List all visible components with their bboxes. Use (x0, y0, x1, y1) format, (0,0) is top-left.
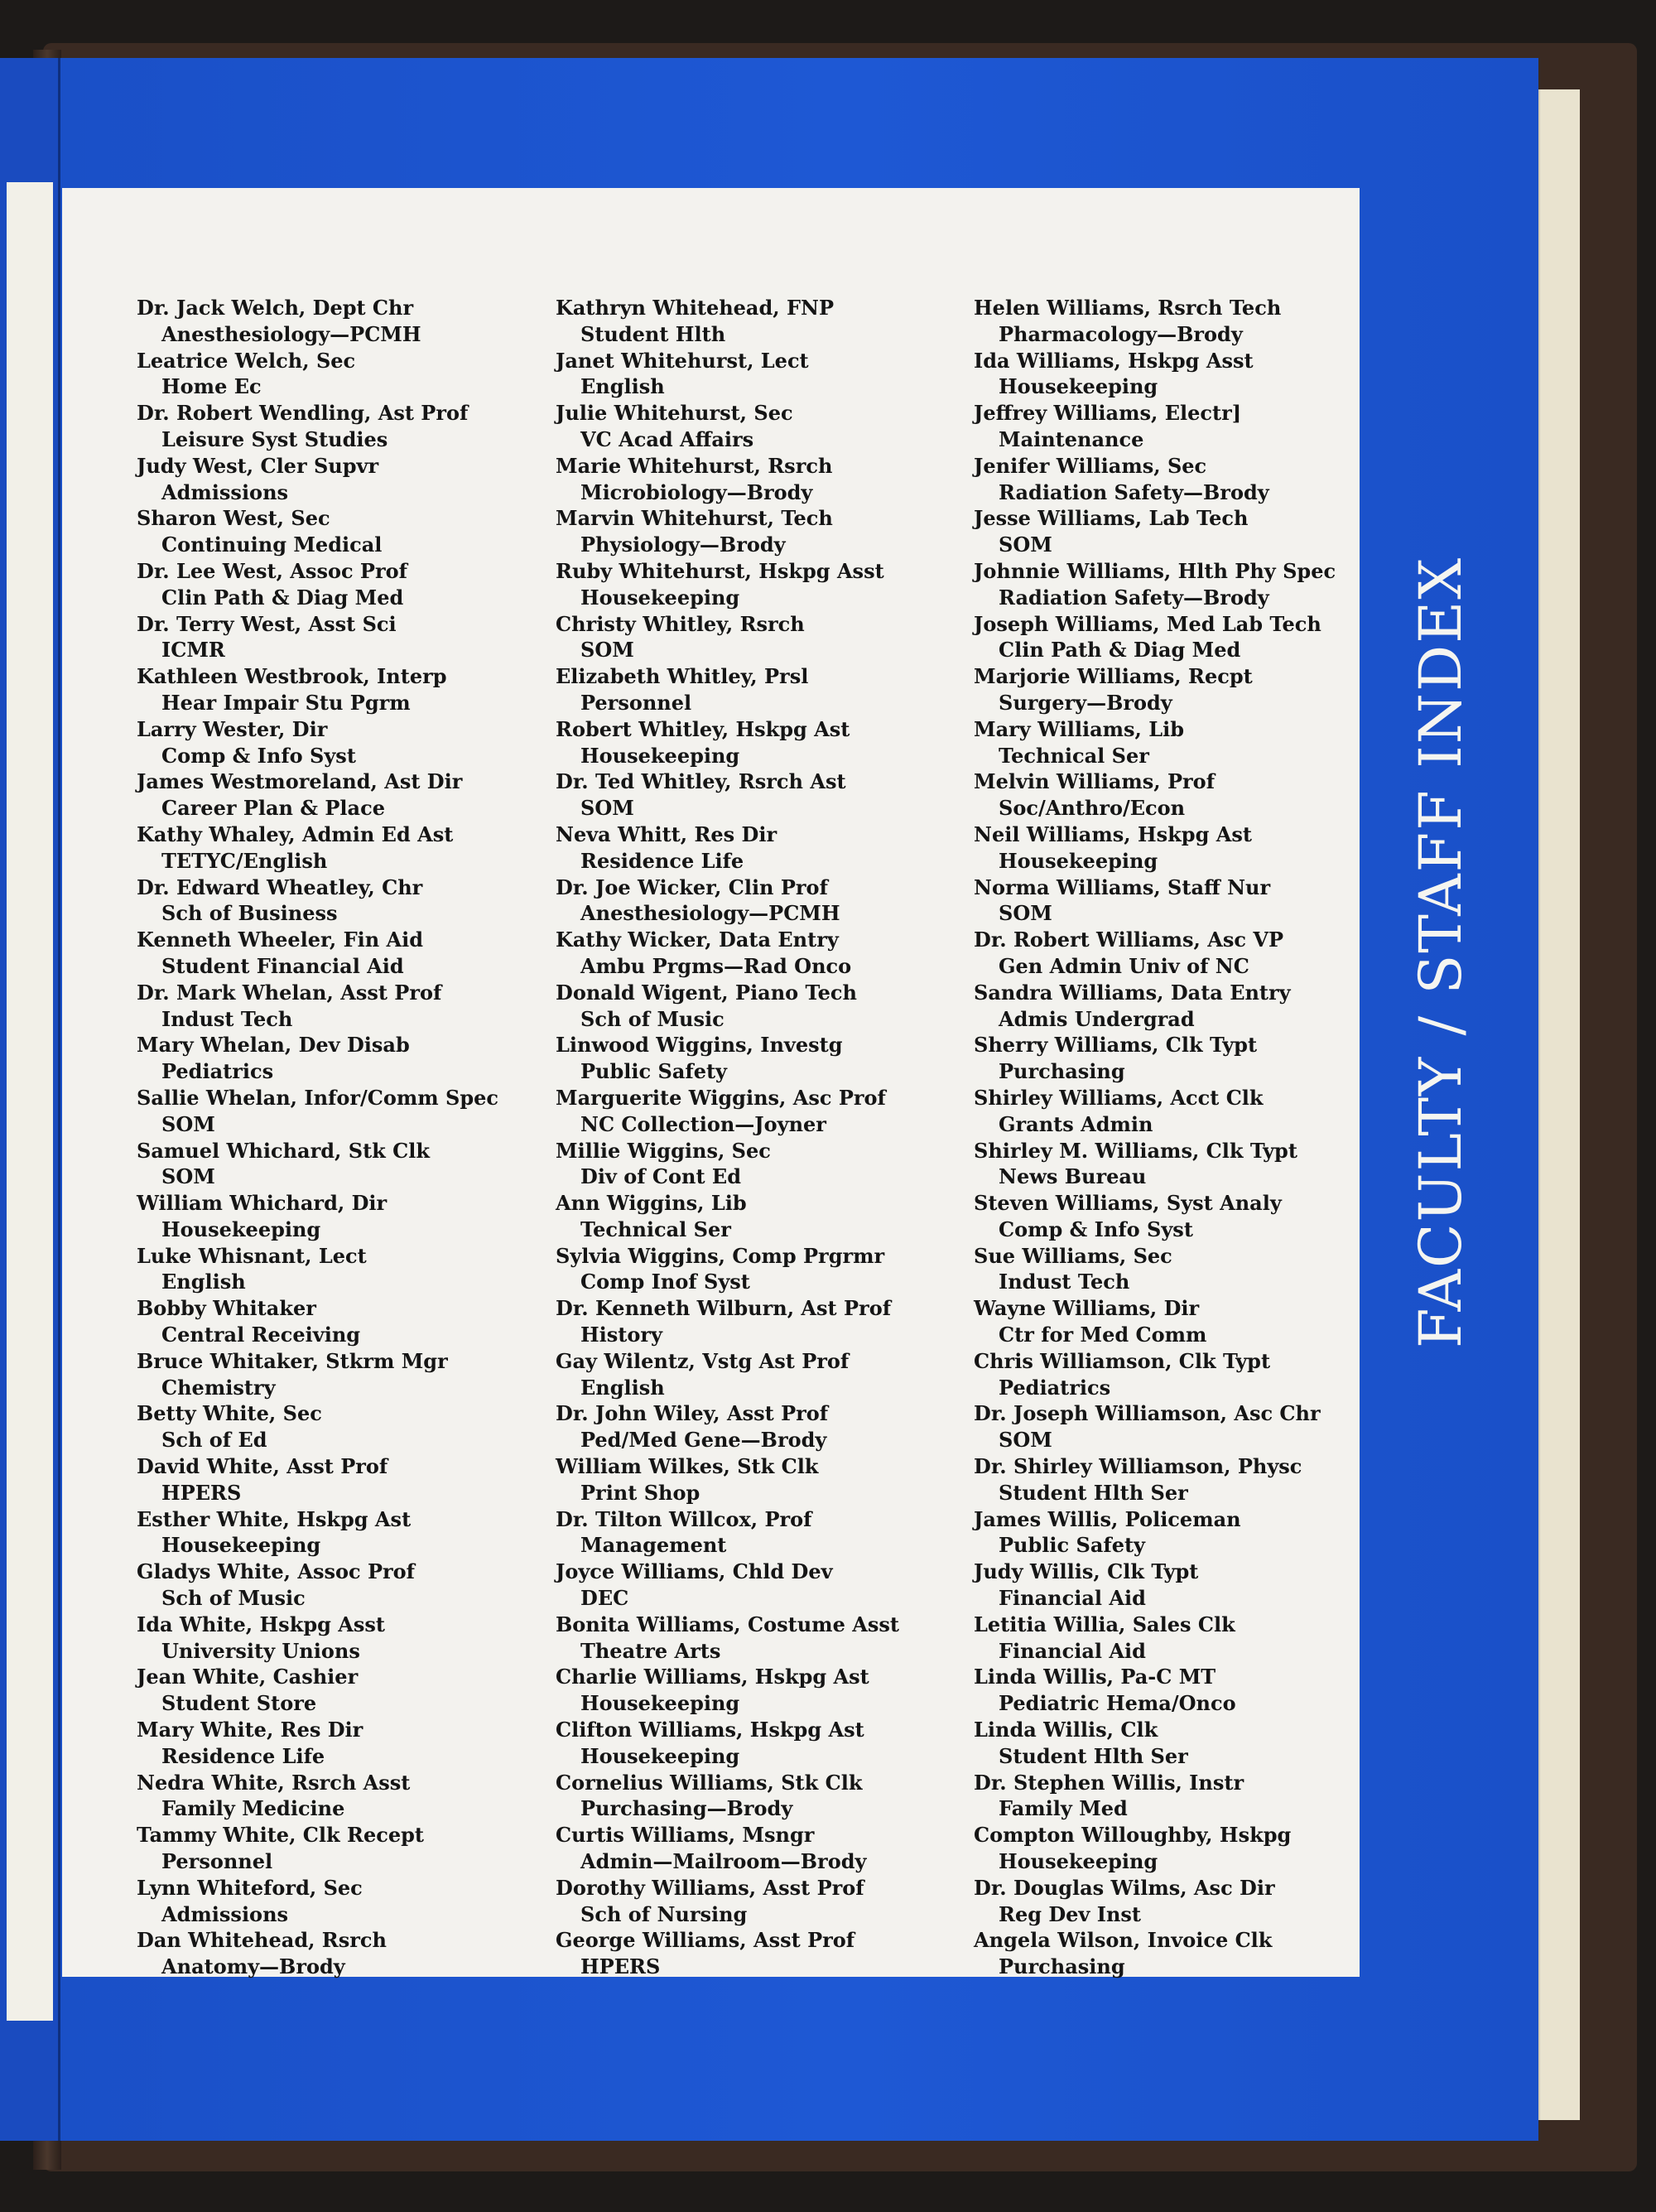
index-entry (556, 1190, 945, 1243)
index-entry (137, 1664, 526, 1717)
entry-department: Sch of Music (580, 1006, 724, 1031)
entry-name-title: Elizabeth Whitley, Prsl (556, 664, 809, 689)
entry-name-title: Judy West, Cler Supvr (137, 453, 379, 478)
entry-name-title: Millie Wiggins, Sec (556, 1138, 771, 1163)
entry-name-title: Marguerite Wiggins, Asc Prof (556, 1085, 886, 1110)
entry-name-title: Julie Whitehurst, Sec (556, 401, 793, 426)
entry-department: SOM (999, 901, 1052, 926)
section-title-faculty-staff-index: FACULTY / STAFF INDEX (1407, 556, 1475, 1349)
entry-department: Student Hlth (580, 321, 726, 346)
entry-name-title: Ida White, Hskpg Asst (137, 1612, 385, 1636)
index-entry (974, 875, 1363, 928)
entry-name-title: Neva Whitt, Res Dir (556, 822, 777, 846)
entry-department: Housekeeping (161, 1217, 321, 1241)
entry-department: Admis Undergrad (999, 1006, 1195, 1031)
entry-name-title: Dr. John Wiley, Asst Prof (556, 1401, 829, 1426)
entry-department: Residence Life (161, 1743, 325, 1768)
entry-department: Radiation Safety—Brody (999, 480, 1269, 504)
entry-name-title: Kenneth Wheeler, Fin Aid (137, 928, 424, 952)
entry-department: Public Safety (580, 1059, 727, 1084)
entry-department: Housekeeping (161, 1533, 321, 1558)
index-entry (974, 505, 1363, 558)
entry-name-title: Joyce Williams, Chld Dev (556, 1559, 833, 1584)
entry-department: Sch of Music (161, 1586, 306, 1611)
index-entry (974, 1295, 1363, 1348)
index-entry (974, 558, 1363, 611)
index-entry (556, 1664, 945, 1717)
entry-department: SOM (580, 638, 634, 663)
entry-name-title: Dr. Tilton Willcox, Prof (556, 1506, 812, 1531)
index-entry (556, 1348, 945, 1401)
index-entry (556, 558, 945, 611)
index-entry (137, 769, 526, 822)
entry-department: ICMR (161, 638, 225, 663)
entry-department: Technical Ser (999, 743, 1149, 768)
entry-department: Physiology—Brody (580, 533, 786, 557)
index-entry (974, 663, 1363, 716)
index-entry (974, 1032, 1363, 1085)
index-entry (137, 1717, 526, 1770)
entry-name-title: James Willis, Policeman (974, 1506, 1241, 1531)
entry-department: Reg Dev Inst (999, 1901, 1142, 1926)
index-column-2 (556, 295, 945, 1980)
index-entry (137, 1453, 526, 1506)
entry-name-title: Lynn Whiteford, Sec (137, 1875, 363, 1900)
entry-department: Housekeeping (999, 848, 1158, 873)
entry-name-title: Dr. Shirley Williamson, Physc (974, 1454, 1302, 1479)
entry-department: Chemistry (161, 1375, 276, 1400)
entry-name-title: Bobby Whitaker (137, 1296, 316, 1321)
index-entry (137, 611, 526, 664)
entry-department: Family Medicine (161, 1796, 345, 1821)
entry-name-title: Jesse Williams, Lab Tech (974, 506, 1249, 531)
index-entry (556, 1295, 945, 1348)
entry-department: Purchasing—Brody (580, 1796, 793, 1821)
previous-page-edge (0, 58, 60, 2141)
entry-department: Central Receiving (161, 1323, 361, 1347)
entry-department: Career Plan & Place (161, 796, 385, 821)
entry-department: Leisure Syst Studies (161, 426, 388, 451)
index-entry (137, 1348, 526, 1401)
index-entry (137, 1138, 526, 1191)
index-entry (556, 1138, 945, 1191)
entry-name-title: Johnnie Williams, Hlth Phy Spec (974, 558, 1336, 583)
entry-department: English (580, 1375, 665, 1400)
index-entry (556, 505, 945, 558)
page-stack-edge (1538, 89, 1580, 2120)
entry-department: Housekeeping (580, 585, 740, 610)
entry-department: SOM (999, 533, 1052, 557)
entry-department: Technical Ser (580, 1217, 731, 1241)
index-entry (974, 1927, 1363, 1980)
index-entry (974, 1243, 1363, 1296)
entry-name-title: Letitia Willia, Sales Clk (974, 1612, 1235, 1636)
entry-name-title: Mary Williams, Lib (974, 716, 1185, 741)
entry-department: SOM (999, 1428, 1052, 1453)
entry-department: SOM (580, 796, 634, 821)
index-entry (137, 558, 526, 611)
entry-department: Pharmacology—Brody (999, 321, 1243, 346)
entry-department: Comp Inof Syst (580, 1270, 750, 1294)
entry-name-title: Dr. Lee West, Assoc Prof (137, 558, 407, 583)
entry-department: News Bureau (999, 1164, 1147, 1189)
entry-department: VC Acad Affairs (580, 426, 754, 451)
index-entry (556, 1400, 945, 1453)
index-entry (137, 663, 526, 716)
entry-name-title: Bonita Williams, Costume Asst (556, 1612, 899, 1636)
entry-department: Housekeeping (999, 374, 1158, 399)
entry-department: HPERS (161, 1480, 242, 1505)
entry-name-title: Dr. Joseph Williamson, Asc Chr (974, 1401, 1321, 1426)
entry-department: TETYC/English (161, 848, 328, 873)
entry-name-title: Dan Whitehead, Rsrch (137, 1928, 387, 1953)
entry-name-title: Cornelius Williams, Stk Clk (556, 1770, 863, 1795)
entry-department: Student Store (161, 1691, 317, 1716)
index-entry (974, 1348, 1363, 1401)
entry-name-title: Esther White, Hskpg Ast (137, 1506, 412, 1531)
index-entry (137, 453, 526, 506)
entry-name-title: Linwood Wiggins, Investg (556, 1033, 843, 1058)
entry-department: Anesthesiology—PCMH (580, 901, 840, 926)
entry-department: Pediatrics (999, 1375, 1111, 1400)
index-entry (137, 1400, 526, 1453)
index-entry (556, 1770, 945, 1823)
entry-name-title: Nedra White, Rsrch Asst (137, 1770, 411, 1795)
index-entry (556, 1612, 945, 1665)
index-entry (137, 822, 526, 875)
entry-name-title: Christy Whitley, Rsrch (556, 611, 805, 636)
entry-department: Personnel (161, 1849, 273, 1874)
entry-name-title: Helen Williams, Rsrch Tech (974, 296, 1282, 320)
index-entry (556, 1822, 945, 1875)
entry-name-title: Jean White, Cashier (137, 1665, 359, 1689)
entry-department: Anatomy—Brody (161, 1954, 345, 1979)
index-entry (974, 1085, 1363, 1138)
entry-name-title: Larry Wester, Dir (137, 716, 328, 741)
index-entry (556, 1506, 945, 1559)
index-column-1 (137, 295, 526, 1980)
entry-department: Ped/Med Gene—Brody (580, 1428, 827, 1453)
entry-department: SOM (161, 1164, 215, 1189)
index-entry (974, 822, 1363, 875)
index-column-3 (974, 295, 1363, 1980)
entry-department: Purchasing (999, 1059, 1125, 1084)
entry-name-title: Donald Wigent, Piano Tech (556, 980, 857, 1005)
index-entry (974, 1717, 1363, 1770)
entry-department: Clin Path & Diag Med (161, 585, 404, 610)
index-entry (137, 1032, 526, 1085)
index-entry (974, 1612, 1363, 1665)
entry-name-title: Kathryn Whitehead, FNP (556, 296, 834, 320)
entry-name-title: Dr. Ted Whitley, Rsrch Ast (556, 769, 846, 794)
index-entry (974, 1664, 1363, 1717)
index-entry (556, 1717, 945, 1770)
entry-name-title: Ida Williams, Hskpg Asst (974, 348, 1254, 373)
entry-department: Home Ec (161, 374, 262, 399)
index-entry (137, 348, 526, 401)
entry-name-title: Gladys White, Assoc Prof (137, 1559, 415, 1584)
index-entry (974, 1138, 1363, 1191)
entry-name-title: Curtis Williams, Msngr (556, 1823, 815, 1848)
entry-department: Comp & Info Syst (999, 1217, 1193, 1241)
entry-department: Housekeeping (580, 1743, 740, 1768)
entry-department: Student Financial Aid (161, 953, 404, 978)
entry-name-title: Tammy White, Clk Recept (137, 1823, 424, 1848)
index-entry (137, 1822, 526, 1875)
entry-name-title: Angela Wilson, Invoice Clk (974, 1928, 1273, 1953)
index-entry (137, 980, 526, 1033)
entry-department: Indust Tech (161, 1006, 293, 1031)
entry-department: English (580, 374, 665, 399)
entry-name-title: Dr. Robert Wendling, Ast Prof (137, 401, 469, 426)
entry-name-title: Neil Williams, Hskpg Ast (974, 822, 1252, 846)
entry-name-title: Betty White, Sec (137, 1401, 322, 1426)
index-entry (556, 980, 945, 1033)
entry-department: Student Hlth Ser (999, 1480, 1188, 1505)
entry-name-title: Kathy Wicker, Data Entry (556, 928, 839, 952)
entry-department: Family Med (999, 1796, 1128, 1821)
entry-name-title: William Wilkes, Stk Clk (556, 1454, 819, 1479)
index-entry (137, 1559, 526, 1612)
entry-department: Admissions (161, 1901, 289, 1926)
index-entry (137, 1875, 526, 1928)
entry-name-title: Clifton Williams, Hskpg Ast (556, 1718, 864, 1742)
entry-name-title: Sue Williams, Sec (974, 1243, 1172, 1268)
entry-department: Personnel (580, 690, 692, 715)
entry-department: Pediatric Hema/Onco (999, 1691, 1236, 1716)
entry-department: SOM (161, 1111, 215, 1136)
index-entry (137, 1295, 526, 1348)
entry-department: DEC (580, 1586, 629, 1611)
entry-name-title: Shirley Williams, Acct Clk (974, 1085, 1264, 1110)
entry-department: Student Hlth Ser (999, 1743, 1188, 1768)
entry-name-title: George Williams, Asst Prof (556, 1928, 855, 1953)
index-entry (556, 1875, 945, 1928)
index-entry (974, 1400, 1363, 1453)
index-entry (974, 295, 1363, 348)
entry-department: Continuing Medical (161, 533, 383, 557)
entry-name-title: Compton Willoughby, Hskpg (974, 1823, 1292, 1848)
entry-department: Microbiology—Brody (580, 480, 813, 504)
entry-department: Gen Admin Univ of NC (999, 953, 1249, 978)
entry-name-title: Luke Whisnant, Lect (137, 1243, 367, 1268)
index-entry (556, 822, 945, 875)
entry-department: Admissions (161, 480, 289, 504)
entry-department: Sch of Nursing (580, 1901, 748, 1926)
yearbook-page (0, 58, 1538, 2141)
entry-department: Hear Impair Stu Pgrm (161, 690, 411, 715)
entry-name-title: Jenifer Williams, Sec (974, 453, 1207, 478)
entry-name-title: Leatrice Welch, Sec (137, 348, 356, 373)
entry-name-title: William Whichard, Dir (137, 1191, 388, 1216)
entry-department: Theatre Arts (580, 1638, 721, 1663)
index-entry (556, 1453, 945, 1506)
index-entry (137, 1243, 526, 1296)
entry-name-title: David White, Asst Prof (137, 1454, 388, 1479)
index-entry (556, 611, 945, 664)
entry-name-title: Marie Whitehurst, Rsrch (556, 453, 833, 478)
index-entry (974, 980, 1363, 1033)
entry-department: Grants Admin (999, 1111, 1153, 1136)
index-entry (137, 875, 526, 928)
entry-name-title: Dr. Jack Welch, Dept Chr (137, 296, 414, 320)
entry-department: Comp & Info Syst (161, 743, 356, 768)
entry-department: History (580, 1323, 662, 1347)
entry-name-title: Sallie Whelan, Infor/Comm Spec (137, 1085, 499, 1110)
index-entry (137, 1927, 526, 1980)
entry-department: Ambu Prgms—Rad Onco (580, 953, 852, 978)
entry-name-title: Dr. Robert Williams, Asc VP (974, 928, 1283, 952)
entry-department: Pediatrics (161, 1059, 274, 1084)
entry-name-title: Linda Willis, Pa-C MT (974, 1665, 1216, 1689)
previous-page-text-sliver (7, 182, 53, 2021)
index-entry (974, 716, 1363, 769)
entry-name-title: Samuel Whichard, Stk Clk (137, 1138, 430, 1163)
index-entry (137, 505, 526, 558)
entry-department: Soc/Anthro/Econ (999, 796, 1186, 821)
entry-name-title: Sylvia Wiggins, Comp Prgrmr (556, 1243, 885, 1268)
entry-name-title: Shirley M. Williams, Clk Typt (974, 1138, 1297, 1163)
entry-name-title: Dr. Douglas Wilms, Asc Dir (974, 1875, 1275, 1900)
entry-name-title: Dr. Kenneth Wilburn, Ast Prof (556, 1296, 892, 1321)
entry-name-title: Judy Willis, Clk Typt (974, 1559, 1199, 1584)
entry-department: Print Shop (580, 1480, 700, 1505)
index-entry (974, 1190, 1363, 1243)
index-entry (974, 453, 1363, 506)
entry-name-title: Dorothy Williams, Asst Prof (556, 1875, 864, 1900)
index-entry (974, 348, 1363, 401)
entry-department: Housekeeping (580, 1691, 740, 1716)
entry-name-title: Dr. Joe Wicker, Clin Prof (556, 875, 828, 899)
index-entry (974, 611, 1363, 664)
entry-department: Anesthesiology—PCMH (161, 321, 421, 346)
entry-department: Housekeeping (580, 743, 740, 768)
index-entry (974, 769, 1363, 822)
entry-name-title: Kathleen Westbrook, Interp (137, 664, 447, 689)
entry-name-title: Jeffrey Williams, Electr] (974, 401, 1242, 426)
index-entry (556, 453, 945, 506)
index-entry (137, 1506, 526, 1559)
entry-department: English (161, 1270, 246, 1294)
index-entry (556, 663, 945, 716)
entry-name-title: Mary White, Res Dir (137, 1718, 363, 1742)
entry-department: Indust Tech (999, 1270, 1130, 1294)
entry-name-title: Dr. Mark Whelan, Asst Prof (137, 980, 442, 1005)
index-entry (974, 1453, 1363, 1506)
index-entry (556, 1085, 945, 1138)
index-entry (137, 295, 526, 348)
index-entry (556, 769, 945, 822)
entry-department: Div of Cont Ed (580, 1164, 741, 1189)
index-entry (556, 1559, 945, 1612)
entry-name-title: Sherry Williams, Clk Typt (974, 1033, 1258, 1058)
entry-name-title: Robert Whitley, Hskpg Ast (556, 716, 850, 741)
index-entry (974, 927, 1363, 980)
entry-name-title: Joseph Williams, Med Lab Tech (974, 611, 1321, 636)
index-entry (556, 875, 945, 928)
entry-name-title: Marvin Whitehurst, Tech (556, 506, 833, 531)
entry-department: Radiation Safety—Brody (999, 585, 1269, 610)
entry-name-title: Linda Willis, Clk (974, 1718, 1158, 1742)
entry-department: Clin Path & Diag Med (999, 638, 1241, 663)
entry-department: Residence Life (580, 848, 744, 873)
entry-name-title: Sandra Williams, Data Entry (974, 980, 1291, 1005)
entry-name-title: Marjorie Williams, Recpt (974, 664, 1253, 689)
entry-department: Purchasing (999, 1954, 1125, 1979)
entry-name-title: Janet Whitehurst, Lect (556, 348, 809, 373)
entry-department: University Unions (161, 1638, 360, 1663)
entry-department: Management (580, 1533, 727, 1558)
index-entry (137, 400, 526, 453)
index-entry (974, 1822, 1363, 1875)
entry-name-title: Steven Williams, Syst Analy (974, 1191, 1282, 1216)
entry-name-title: Charlie Williams, Hskpg Ast (556, 1665, 869, 1689)
index-entry (556, 295, 945, 348)
entry-name-title: Norma Williams, Staff Nur (974, 875, 1271, 899)
entry-name-title: Melvin Williams, Prof (974, 769, 1216, 794)
entry-name-title: Ruby Whitehurst, Hskpg Asst (556, 558, 884, 583)
entry-department: HPERS (580, 1954, 661, 1979)
entry-name-title: James Westmoreland, Ast Dir (137, 769, 463, 794)
index-entry (556, 1927, 945, 1980)
entry-name-title: Chris Williamson, Clk Typt (974, 1348, 1271, 1373)
entry-name-title: Dr. Terry West, Asst Sci (137, 611, 397, 636)
entry-name-title: Bruce Whitaker, Stkrm Mgr (137, 1348, 448, 1373)
entry-department: Maintenance (999, 426, 1144, 451)
index-entry (556, 927, 945, 980)
entry-department: Financial Aid (999, 1638, 1146, 1663)
entry-department: Ctr for Med Comm (999, 1323, 1207, 1347)
entry-name-title: Ann Wiggins, Lib (556, 1191, 747, 1216)
index-entry (137, 1085, 526, 1138)
entry-department: Admin—Mailroom—Brody (580, 1849, 867, 1874)
index-entry (974, 1559, 1363, 1612)
entry-department: Financial Aid (999, 1586, 1146, 1611)
entry-department: Sch of Business (161, 901, 338, 926)
entry-department: Public Safety (999, 1533, 1145, 1558)
index-entry (974, 1506, 1363, 1559)
index-entry (137, 1190, 526, 1243)
index-entry (556, 400, 945, 453)
index-text-panel (62, 188, 1360, 1977)
index-entry (556, 348, 945, 401)
entry-department: Housekeeping (999, 1849, 1158, 1874)
index-entry (137, 1612, 526, 1665)
entry-name-title: Gay Wilentz, Vstg Ast Prof (556, 1348, 850, 1373)
index-entry (974, 1875, 1363, 1928)
index-entry (556, 1032, 945, 1085)
entry-department: NC Collection—Joyner (580, 1111, 826, 1136)
index-entry (137, 1770, 526, 1823)
entry-name-title: Wayne Williams, Dir (974, 1296, 1200, 1321)
entry-name-title: Kathy Whaley, Admin Ed Ast (137, 822, 454, 846)
index-entry (137, 927, 526, 980)
entry-department: Surgery—Brody (999, 690, 1172, 715)
entry-department: Sch of Ed (161, 1428, 267, 1453)
index-entry (137, 716, 526, 769)
entry-name-title: Dr. Edward Wheatley, Chr (137, 875, 423, 899)
entry-name-title: Mary Whelan, Dev Disab (137, 1033, 410, 1058)
index-entry (974, 1770, 1363, 1823)
entry-name-title: Dr. Stephen Willis, Instr (974, 1770, 1244, 1795)
entry-name-title: Sharon West, Sec (137, 506, 330, 531)
index-entry (556, 1243, 945, 1296)
index-entry (974, 400, 1363, 453)
index-entry (556, 716, 945, 769)
